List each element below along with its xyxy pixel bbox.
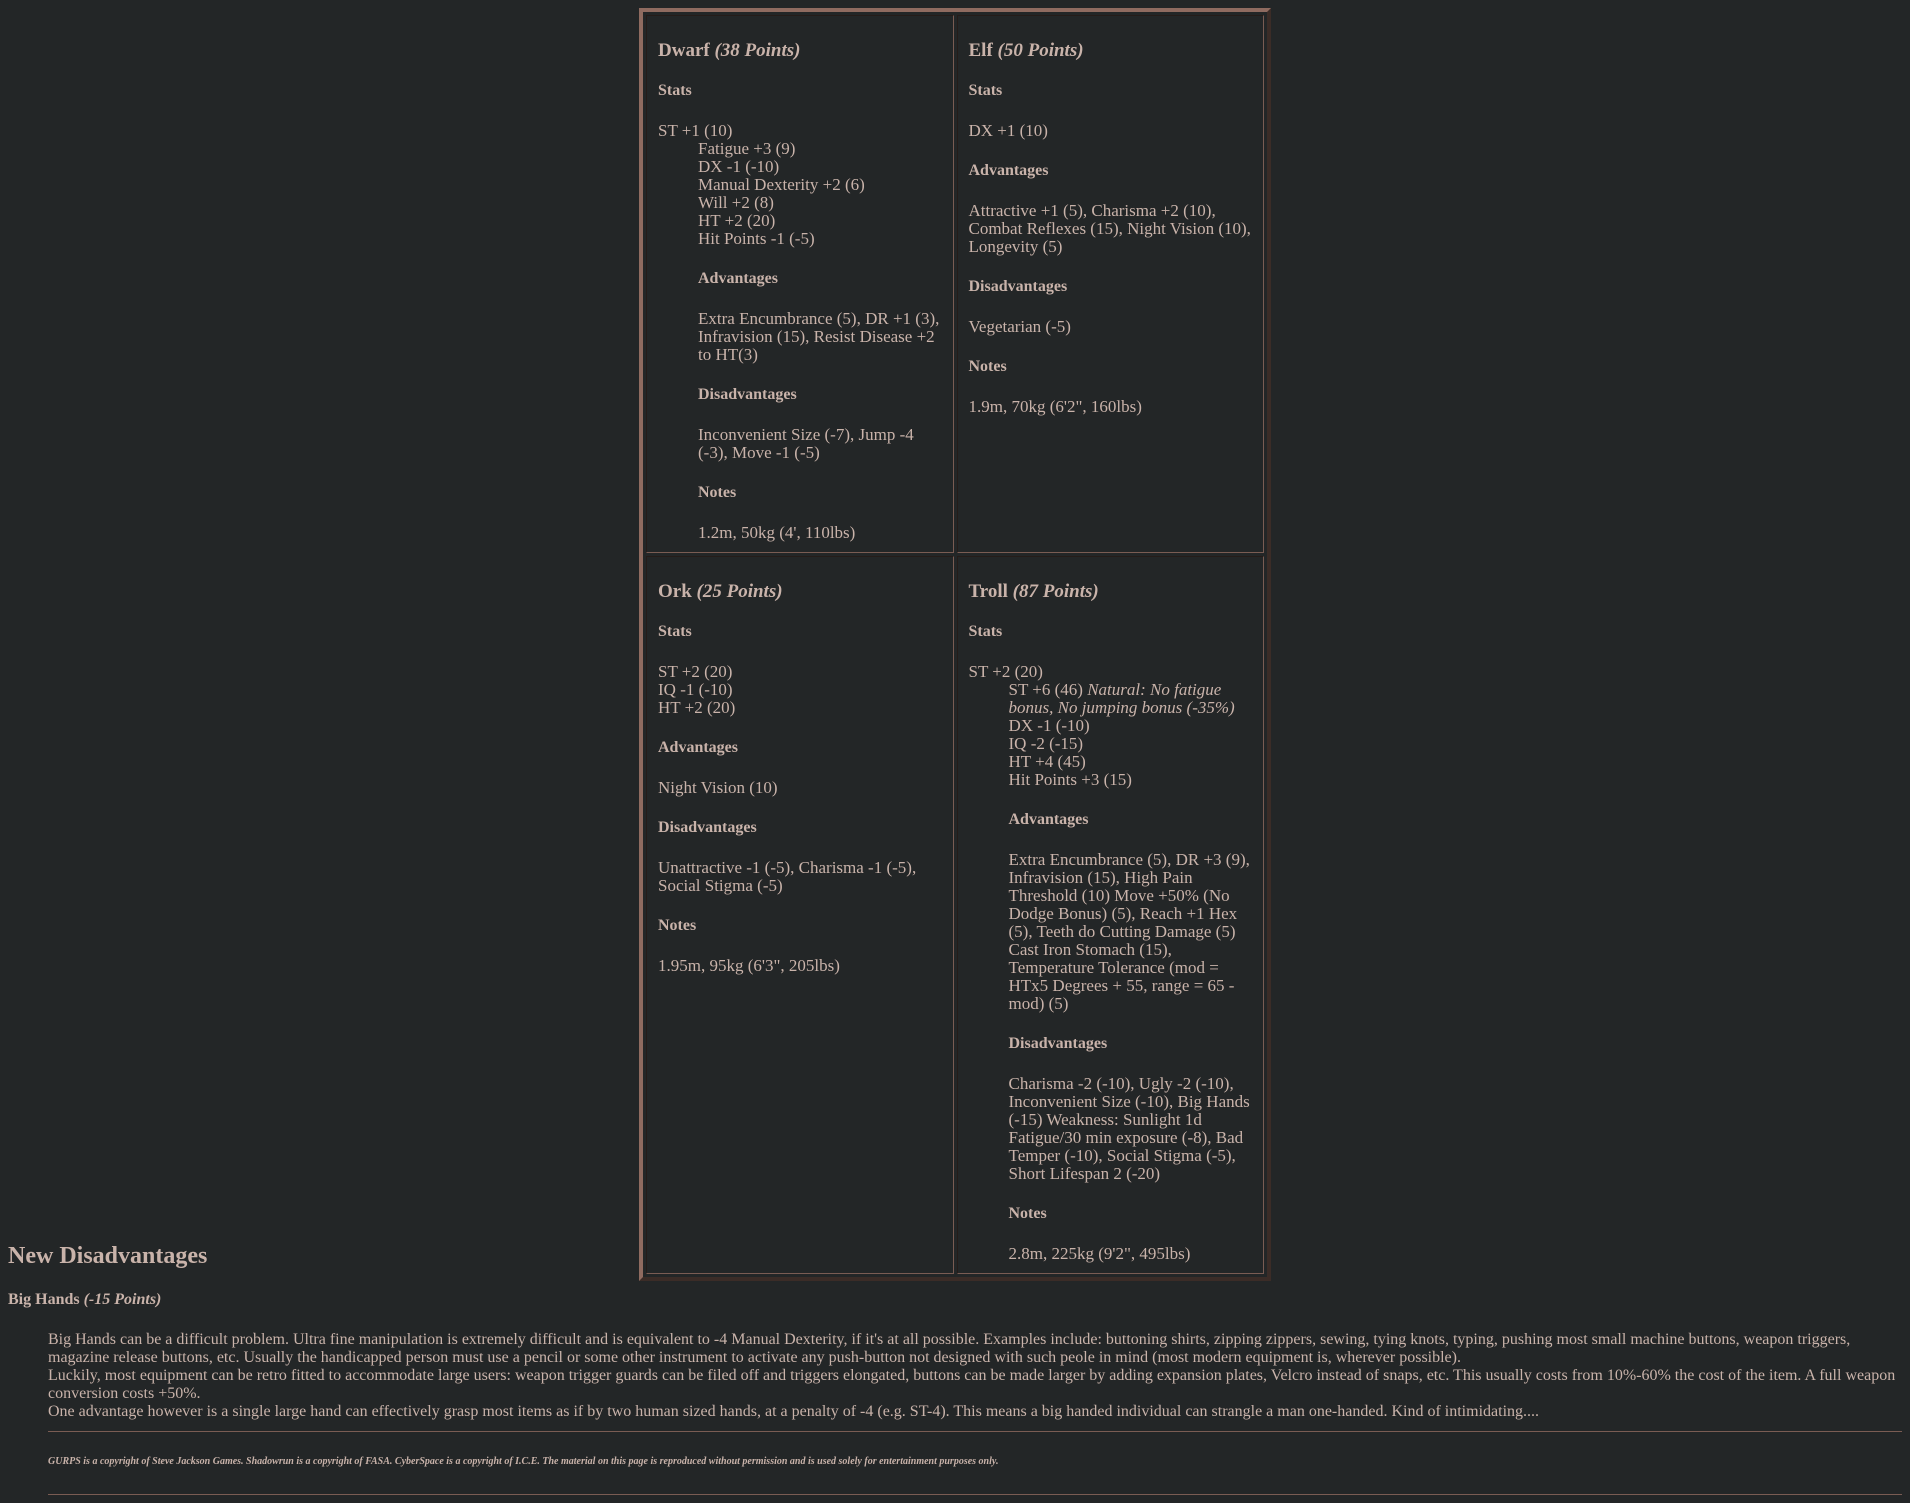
stat-line: DX +1 (10) xyxy=(968,121,1048,140)
race-name: Troll xyxy=(968,581,1008,602)
stat-line: Fatigue +3 (9) xyxy=(698,139,796,158)
horizontal-rule xyxy=(48,1431,1902,1432)
stats-heading: Stats xyxy=(968,82,1003,99)
stat-note: Natural: No fatigue bonus, No jumping bonus (-35%) xyxy=(1008,680,1235,717)
stat-line: Manual Dexterity +2 (6) xyxy=(698,175,865,194)
disadvantages-text: Unattractive -1 (-5), Charisma -1 (-5), Social Stigma (-5) xyxy=(658,858,917,895)
stat-line: Hit Points +3 (15) xyxy=(1008,770,1132,789)
disadvantages-heading: Disadvantages xyxy=(1008,1035,1108,1052)
race-name: Elf xyxy=(968,40,993,61)
stat-line: Will +2 (8) xyxy=(698,193,774,212)
stat-line: IQ -2 (-15) xyxy=(1008,734,1084,753)
race-points: (38 Points) xyxy=(714,40,801,61)
race-name: Ork xyxy=(658,581,692,602)
race-cell-ork xyxy=(646,556,954,1274)
notes-text: 2.8m, 225kg (9'2", 495lbs) xyxy=(1008,1244,1191,1263)
advantages-heading: Advantages xyxy=(658,739,739,756)
stat-line: ST +2 (20) xyxy=(968,662,1043,681)
stat-value: ST +6 (46) xyxy=(1008,680,1083,699)
advantages-heading: Advantages xyxy=(968,162,1049,179)
notes-heading: Notes xyxy=(658,917,697,934)
race-title-troll xyxy=(969,582,1255,602)
race-cell-elf xyxy=(957,15,1265,553)
big-hands-title xyxy=(8,1291,161,1309)
advantages-heading: Advantages xyxy=(1008,811,1089,828)
advantages-text: Night Vision (10) xyxy=(658,778,778,797)
section-heading-new-disadvantages: New Disadvantages xyxy=(8,1243,208,1269)
notes-text: 1.95m, 95kg (6'3", 205lbs) xyxy=(658,956,840,975)
big-hands-description xyxy=(48,1331,1900,1421)
disadvantages-heading: Disadvantages xyxy=(698,386,797,403)
disadvantages-text: Inconvenient Size (-7), Jump -4 (-3), Move -1 (-5) xyxy=(698,425,914,462)
disadvantages-text: Vegetarian (-5) xyxy=(968,317,1071,336)
disadvantage-points: (-15 Points) xyxy=(83,1291,162,1308)
stat-line: ST +1 (10) xyxy=(658,121,733,140)
stat-line: DX -1 (-10) xyxy=(1008,716,1090,735)
stat-line: HT +2 (20) xyxy=(658,698,736,717)
paragraph: One advantage however is a single large hand can effectively grasp most items as if by two human sized hands, at a penalty of -4 (e.g. ST-4). This means a big handed individual can strangle a man one-handed. Kind of intimidating.... xyxy=(48,1403,1540,1420)
stat-line: Hit Points -1 (-5) xyxy=(698,229,815,248)
paragraph: Big Hands can be a difficult problem. Ultra fine manipulation is extremely difficult and is equivalent to -4 Manual Dexterity, if it's at all possible. Examples include: buttoning shirts, zipping zippers, sewing, tying knots, typing, pushing most small machine buttons, weapon triggers, magazine release buttons, etc. Usually the handicapped person must use a pencil or some other instrument to activate any push-button not designed with such peole in mind (most modern equipment is, wherever possible). xyxy=(48,1331,1851,1366)
disadvantages-text: Charisma -2 (-10), Ugly -2 (-10), Inconvenient Size (-10), Big Hands (-15) Weakness: Sunlight 1d Fatigue/30 min exposure (-8), Bad Temper (-10), Social Stigma (-5), Short Lifespan 2 (-20) xyxy=(1008,1074,1250,1183)
race-title-ork xyxy=(658,582,944,602)
advantages-text: Attractive +1 (5), Charisma +2 (10), Combat Reflexes (15), Night Vision (10), Longevity (5) xyxy=(968,201,1251,256)
race-title-dwarf xyxy=(658,41,944,61)
paragraph: Luckily, most equipment can be retro fitted to accommodate large users: weapon trigger guards can be filed off and triggers elongated, buttons can be made larger by adding expansion plates, Velcro instead of snaps, etc. This usually costs from 10%-60% the cost of the item. A full weapon conversion costs +50%. xyxy=(48,1367,1896,1402)
races-table xyxy=(639,8,1271,1281)
stat-line xyxy=(1009,681,1255,717)
notes-heading: Notes xyxy=(698,484,737,501)
advantages-text: Extra Encumbrance (5), DR +1 (3), Infravision (15), Resist Disease +2 to HT(3) xyxy=(698,309,940,364)
disadvantages-heading: Disadvantages xyxy=(968,278,1068,295)
stats-heading: Stats xyxy=(658,82,692,99)
notes-heading: Notes xyxy=(968,358,1007,375)
race-points: (50 Points) xyxy=(997,40,1084,61)
notes-text: 1.2m, 50kg (4', 110lbs) xyxy=(698,523,856,542)
disadvantages-heading: Disadvantages xyxy=(658,819,757,836)
stats-heading: Stats xyxy=(658,623,692,640)
race-cell-troll xyxy=(957,556,1265,1274)
stat-line: ST +2 (20) xyxy=(658,662,733,681)
stat-line: DX -1 (-10) xyxy=(698,157,780,176)
notes-heading: Notes xyxy=(1008,1205,1047,1222)
disadvantage-name: Big Hands xyxy=(8,1291,80,1308)
advantages-heading: Advantages xyxy=(698,270,779,287)
stats-heading: Stats xyxy=(968,623,1003,640)
race-title-elf xyxy=(969,41,1255,61)
race-points: (87 Points) xyxy=(1012,581,1099,602)
horizontal-rule xyxy=(48,1494,1902,1495)
stat-line: IQ -1 (-10) xyxy=(658,680,733,699)
advantages-text: Extra Encumbrance (5), DR +3 (9), Infravision (15), High Pain Threshold (10) Move +50% (No Dodge Bonus) (5), Reach +1 Hex (5), Teeth do Cutting Damage (5) Cast Iron Stomach (15), Temperature Tolerance (mod = HTx5 Degrees + 55, range = 65 - mod) (5) xyxy=(1008,850,1250,1013)
race-points: (25 Points) xyxy=(696,581,783,602)
notes-text: 1.9m, 70kg (6'2", 160lbs) xyxy=(968,397,1142,416)
stat-line: HT +2 (20) xyxy=(698,211,776,230)
race-name: Dwarf xyxy=(658,40,710,61)
race-cell-dwarf xyxy=(646,15,954,553)
stat-line: HT +4 (45) xyxy=(1008,752,1086,771)
copyright-notice: GURPS is a copyright of Steve Jackson Games. Shadowrun is a copyright of FASA. CyberSpace is a copyright of I.C.E. The material on this page is reproduced without permission and is used solely for entertainment purposes only. xyxy=(48,1456,999,1467)
